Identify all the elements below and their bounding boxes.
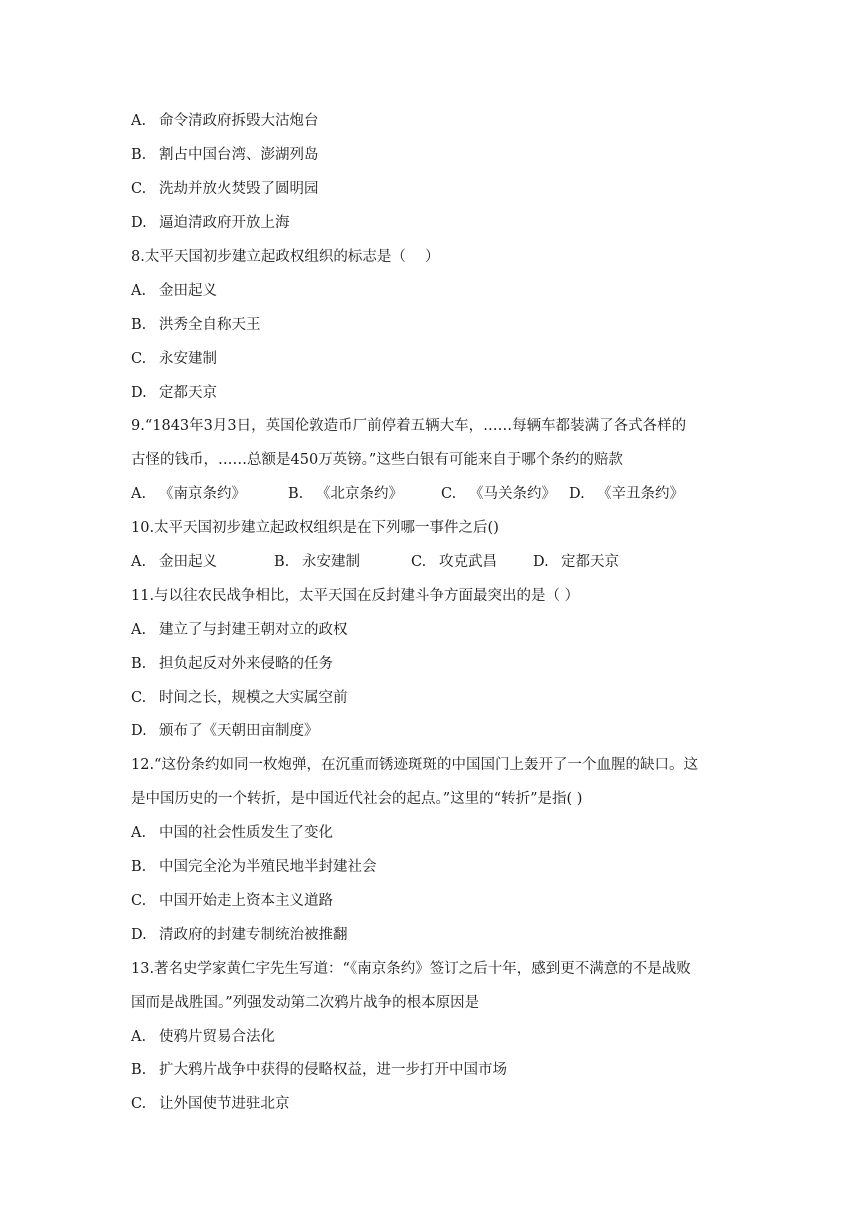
q7-option-a bbox=[131, 111, 731, 131]
option-key: A. bbox=[131, 1029, 147, 1045]
option-text: 永安建制 bbox=[302, 554, 360, 570]
q10-stem: 10.太平天国初步建立起政权组织是在下列哪一事件之后() bbox=[131, 520, 499, 536]
q13-option-a bbox=[131, 1027, 731, 1047]
q11-option-c bbox=[131, 688, 731, 708]
option-key: B. bbox=[131, 656, 147, 672]
option-key: A. bbox=[131, 283, 147, 299]
option-key: A. bbox=[131, 486, 147, 502]
option-key: C. bbox=[411, 554, 427, 570]
option-text: 《辛丑条约》 bbox=[597, 486, 684, 502]
option-key: A. bbox=[131, 554, 147, 570]
option-text: 命令清政府拆毁大沽炮台 bbox=[159, 113, 319, 129]
option-text: 中国完全沦为半殖民地半封建社会 bbox=[159, 859, 377, 875]
q8-option-c bbox=[131, 349, 731, 369]
q12-stem-line2: 是中国历史的一个转折，是中国近代社会的起点。”这里的“转折”是指( ) bbox=[131, 791, 583, 807]
q13-option-b bbox=[131, 1060, 731, 1080]
option-text: 扩大鸦片战争中获得的侵略权益，进一步打开中国市场 bbox=[159, 1062, 507, 1078]
option-key: D. bbox=[131, 927, 147, 943]
option-text: 《北京条约》 bbox=[316, 486, 403, 502]
option-key: C. bbox=[131, 690, 147, 706]
option-key: D. bbox=[533, 554, 549, 570]
option-text: 定都天京 bbox=[561, 554, 619, 570]
q7-option-b bbox=[131, 145, 731, 165]
option-key: A. bbox=[131, 113, 147, 129]
q13-stem-line1: 13.著名史学家黄仁宇先生写道：“《南京条约》签订之后十年，感到更不满意的不是战败 bbox=[131, 961, 691, 977]
option-text: 建立了与封建王朝对立的政权 bbox=[159, 622, 348, 638]
option-key: C. bbox=[131, 893, 147, 909]
q9-stem-line1: 9.“1843年3月3日，英国伦敦造币厂前停着五辆大车，……每辆车都装满了各式各样的 bbox=[131, 418, 687, 434]
q8-option-a bbox=[131, 281, 731, 301]
option-key: B. bbox=[131, 317, 147, 333]
option-text: 《马关条约》 bbox=[469, 486, 556, 502]
q10-options bbox=[131, 552, 731, 572]
q10-option-a bbox=[131, 552, 274, 572]
option-text: 永安建制 bbox=[159, 351, 217, 367]
option-text: 中国的社会性质发生了变化 bbox=[159, 825, 333, 841]
option-key: B. bbox=[288, 486, 304, 502]
option-text: 时间之长，规模之大实属空前 bbox=[159, 690, 348, 706]
q9-option-d bbox=[569, 484, 684, 504]
q11-option-b bbox=[131, 654, 731, 674]
option-text: 金田起义 bbox=[159, 283, 217, 299]
q9-option-c bbox=[441, 484, 569, 504]
option-text: 中国开始走上资本主义道路 bbox=[159, 893, 333, 909]
option-text: 逼迫清政府开放上海 bbox=[159, 215, 290, 231]
q11-option-a bbox=[131, 620, 731, 640]
q13-stem-line2: 国而是战胜国。”列强发动第二次鸦片战争的根本原因是 bbox=[131, 995, 480, 1011]
q13-option-c bbox=[131, 1094, 731, 1114]
option-key: C. bbox=[131, 351, 147, 367]
q8-option-b bbox=[131, 315, 731, 335]
option-key: A. bbox=[131, 825, 147, 841]
q12-option-d bbox=[131, 925, 731, 945]
q7-option-d bbox=[131, 213, 731, 233]
option-text: 洪秀全自称天王 bbox=[159, 317, 261, 333]
q11-option-d bbox=[131, 721, 731, 741]
q10-option-c bbox=[411, 552, 533, 572]
q8-option-d bbox=[131, 383, 731, 403]
option-key: D. bbox=[131, 215, 147, 231]
q12-stem-line1: 12.“这份条约如同一枚炮弹，在沉重而锈迹斑斑的中国国门上轰开了一个血腥的缺口。这 bbox=[131, 757, 698, 773]
option-key: C. bbox=[131, 181, 147, 197]
q10-option-d bbox=[533, 552, 619, 572]
option-text: 金田起义 bbox=[159, 554, 217, 570]
option-text: 让外国使节进驻北京 bbox=[159, 1096, 290, 1112]
q8-stem: 8.太平天国初步建立起政权组织的标志是（ ） bbox=[131, 249, 440, 265]
q12-option-a bbox=[131, 823, 731, 843]
q10-option-b bbox=[274, 552, 411, 572]
option-key: D. bbox=[131, 385, 147, 401]
option-text: 洗劫并放火焚毁了圆明园 bbox=[159, 181, 319, 197]
q9-stem-line2: 古怪的钱币，……总额是450万英镑。”这些白银有可能来自于哪个条约的赔款 bbox=[131, 452, 623, 468]
option-text: 定都天京 bbox=[159, 385, 217, 401]
option-text: 颁布了《天朝田亩制度》 bbox=[159, 723, 319, 739]
option-key: A. bbox=[131, 622, 147, 638]
option-key: B. bbox=[131, 859, 147, 875]
option-key: B. bbox=[274, 554, 290, 570]
option-text: 担负起反对外来侵略的任务 bbox=[159, 656, 333, 672]
option-text: 清政府的封建专制统治被推翻 bbox=[159, 927, 348, 943]
option-text: 使鸦片贸易合法化 bbox=[159, 1029, 275, 1045]
q11-stem: 11.与以往农民战争相比，太平天国在反封建斗争方面最突出的是（ ） bbox=[131, 588, 580, 604]
q7-option-c bbox=[131, 179, 731, 199]
option-key: D. bbox=[131, 723, 147, 739]
q12-option-b bbox=[131, 857, 731, 877]
option-key: B. bbox=[131, 147, 147, 163]
q9-option-a bbox=[131, 484, 288, 504]
option-text: 《南京条约》 bbox=[159, 486, 246, 502]
q9-option-b bbox=[288, 484, 441, 504]
q12-option-c bbox=[131, 891, 731, 911]
option-key: B. bbox=[131, 1062, 147, 1078]
option-key: C. bbox=[441, 486, 457, 502]
option-text: 割占中国台湾、澎湖列岛 bbox=[159, 147, 319, 163]
q9-options bbox=[131, 484, 731, 504]
option-text: 攻克武昌 bbox=[439, 554, 497, 570]
option-key: C. bbox=[131, 1096, 147, 1112]
option-key: D. bbox=[569, 486, 585, 502]
